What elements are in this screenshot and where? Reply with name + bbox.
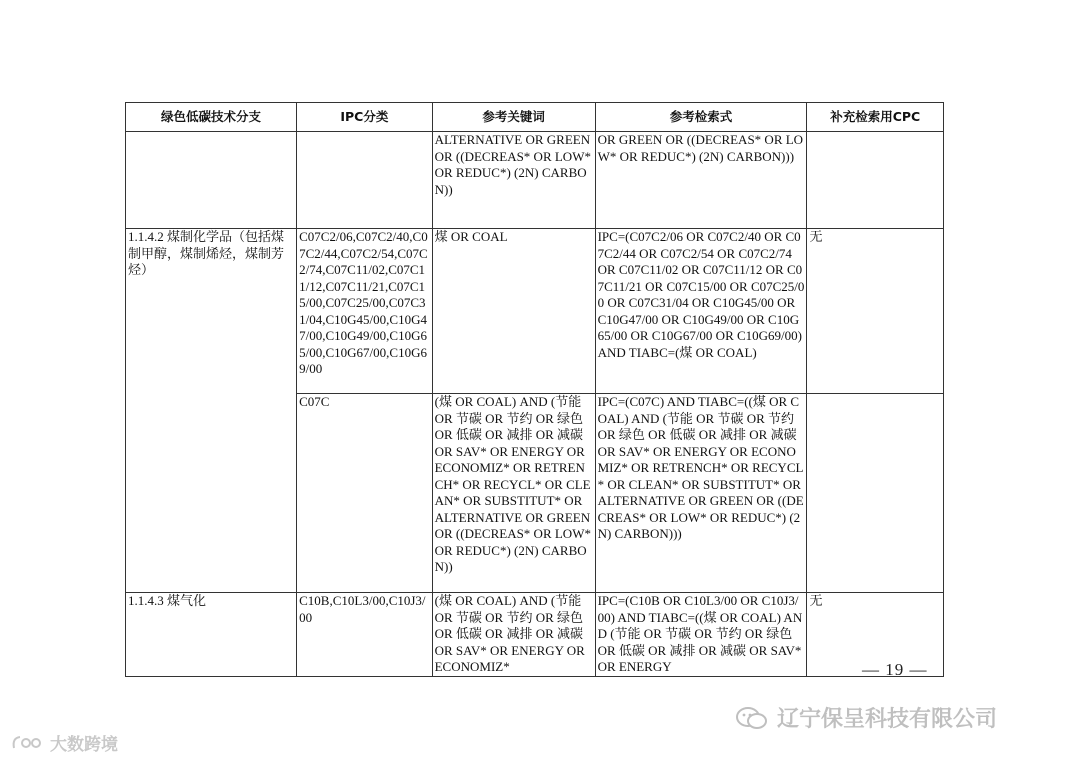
brand-logo-icon [10,733,44,753]
page-number: — 19 — [862,660,928,679]
cell-cpc: 无 [807,229,944,394]
table-header-row [126,103,944,132]
cell-query: OR GREEN OR ((DECREAS* OR LOW* OR REDUC*) (2N) CARBON))) [595,132,807,229]
cell-branch: 1.1.4.3 煤气化 [126,593,297,677]
cell-query: IPC=(C07C2/06 OR C07C2/40 OR C07C2/44 OR C07C2/54 OR C07C2/74 OR C07C11/02 OR C07C11/12 OR C07C11/21 OR C07C15/00 OR C07C25/00 OR C07C31/04 OR C10G45/00 OR C10G47/00 OR C10G49/00 OR C10G65/00 OR C10G67/00 OR C10G69/00) AND TIABC=(煤 OR COAL) [595,229,807,394]
header-ipc: IPC分类 [297,103,432,132]
header-query: 参考检索式 [595,103,807,132]
patent-classification-table [125,102,944,677]
cell-branch: 1.1.4.2 煤制化学品（包括煤制甲醇，煤制烯烃，煤制芳烃） [126,229,297,593]
watermark-company-text: 辽宁保呈科技有限公司 [777,707,998,732]
header-keywords: 参考关键词 [432,103,595,132]
cell-query: IPC=(C07C) AND TIABC=((煤 OR COAL) AND (节能 OR 节碳 OR 节约 OR 绿色 OR 低碳 OR 减排 OR 减碳 OR SAV* OR ENERGY OR ECONOMIZ* OR RETRENCH* OR RECYCL* OR CLEAN* OR SUBSTITUT* OR ALTERNATIVE OR GREEN OR ((DECREAS* OR LOW* OR REDUC*) (2N) CARBON))) [595,394,807,593]
cell-keywords: (煤 OR COAL) AND (节能 OR 节碳 OR 节约 OR 绿色 OR 低碳 OR 减排 OR 减碳 OR SAV* OR ENERGY OR ECONOMIZ* OR RETRENCH* OR RECYCL* OR CLEAN* OR SUBSTITUT* OR ALTERNATIVE OR GREEN OR ((DECREAS* OR LOW* OR REDUC*) (2N) CARBON)) [432,394,595,593]
table-row [126,132,944,229]
cell-branch [126,132,297,229]
table-row [126,229,944,394]
header-branch: 绿色低碳技术分支 [126,103,297,132]
cell-keywords: (煤 OR COAL) AND (节能 OR 节碳 OR 节约 OR 绿色 OR 低碳 OR 减排 OR 减碳 OR SAV* OR ENERGY OR ECONOMIZ* [432,593,595,677]
wechat-icon [735,706,769,730]
cell-cpc [807,394,944,593]
cell-ipc: C07C2/06,C07C2/40,C07C2/44,C07C2/54,C07C2/74,C07C11/02,C07C11/12,C07C11/21,C07C15/00,C07C25/00,C07C31/04,C10G45/00,C10G47/00,C10G49/00,C10G65/00,C10G67/00,C10G69/00 [297,229,432,394]
cell-keywords: ALTERNATIVE OR GREEN OR ((DECREAS* OR LOW* OR REDUC*) (2N) CARBON)) [432,132,595,229]
watermark-brand [10,730,118,755]
table-row [126,593,944,677]
cell-cpc [807,132,944,229]
cell-ipc: C10B,C10L3/00,C10J3/00 [297,593,432,677]
cell-ipc [297,132,432,229]
cell-query: IPC=(C10B OR C10L3/00 OR C10J3/00) AND TIABC=((煤 OR COAL) AND (节能 OR 节碳 OR 节约 OR 绿色 OR 低碳 OR 减排 OR 减碳 OR SAV* OR ENERGY [595,593,807,677]
cell-cpc: 无 [807,593,944,677]
watermark-company [735,702,997,733]
cell-keywords: 煤 OR COAL [432,229,595,394]
watermark-brand-text: 大数跨境 [50,735,118,755]
cell-ipc: C07C [297,394,432,593]
header-cpc: 补充检索用CPC [807,103,944,132]
